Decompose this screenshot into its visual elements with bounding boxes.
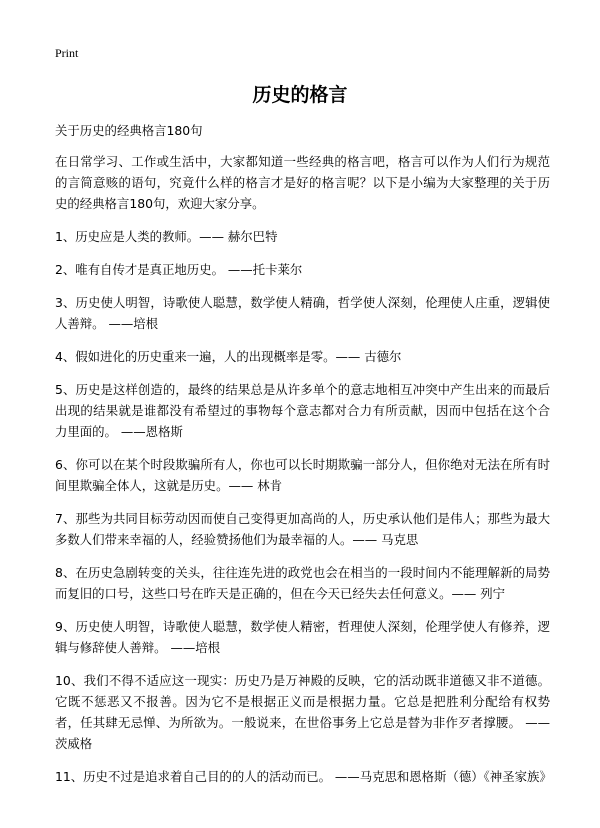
- quote-item: 7、那些为共同目标劳动因而使自己变得更加高尚的人，历史承认他们是伟人；那些为最大多数人们带来幸福的人，经验赞扬他们为最幸福的人。—— 马克思: [55, 511, 550, 547]
- quote-item: 2、唯有自传才是真正地历史。 ——托卡莱尔: [55, 262, 303, 277]
- quote-item: 4、假如进化的历史重来一遍，人的出现概率是零。—— 古德尔: [55, 349, 402, 364]
- print-link[interactable]: Print: [55, 46, 79, 60]
- quote-item: 3、历史使人明智，诗歌使人聪慧，数学使人精确，哲学使人深刻，伦理使人庄重，逻辑使人善辩。 ——培根: [55, 295, 550, 331]
- quote-item: 1、历史应是人类的教师。—— 赫尔巴特: [55, 229, 278, 244]
- quote-item: 11、历史不过是追求着自己目的的人的活动而已。 ——马克思和恩格斯（德）《神圣家族》: [55, 769, 552, 784]
- quote-item: 9、历史使人明智，诗歌使人聪慧，数学使人精密，哲理使人深刻，伦理学使人有修养，逻辑与修辞使人善辩。 ——培根: [55, 619, 550, 655]
- quote-item: 5、历史是这样创造的，最终的结果总是从许多单个的意志地相互冲突中产生出来的而最后出现的结果就是谁都没有希望过的事物每个意志都对合力有所贡献，因而中包括在这个合力里面的。 ——恩格斯: [55, 382, 550, 439]
- article-subtitle: 关于历史的经典格言180句: [55, 123, 203, 138]
- page-title: 历史的格言: [252, 84, 348, 106]
- quote-item: 10、我们不得不适应这一现实：历史乃是万神殿的反映，它的活动既非道德又非不道德。它既不惩恶又不报善。因为它不是根据正义而是根据力量。它总是把胜利分配给有权势者，任其肆无忌惮、为所欲为。一般说来，在世俗事务上它总是替为非作歹者撑腰。 ——茨威格: [55, 673, 550, 751]
- quote-item: 6、你可以在某个时段欺骗所有人，你也可以长时期欺骗一部分人，但你绝对无法在所有时间里欺骗全体人，这就是历史。—— 林肯: [55, 457, 550, 493]
- quote-item: 8、在历史急剧转变的关头，往往连先进的政党也会在相当的一段时间内不能理解新的局势而复旧的口号，这些口号在昨天是正确的，但在今天已经失去任何意义。—— 列宁: [55, 565, 550, 601]
- article-body: [55, 120, 550, 799]
- article-intro: 在日常学习、工作或生活中，大家都知道一些经典的格言吧，格言可以作为人们行为规范的言简意赅的语句，究竟什么样的格言才是好的格言呢？以下是小编为大家整理的关于历史的经典格言180句，欢迎大家分享。: [55, 154, 550, 211]
